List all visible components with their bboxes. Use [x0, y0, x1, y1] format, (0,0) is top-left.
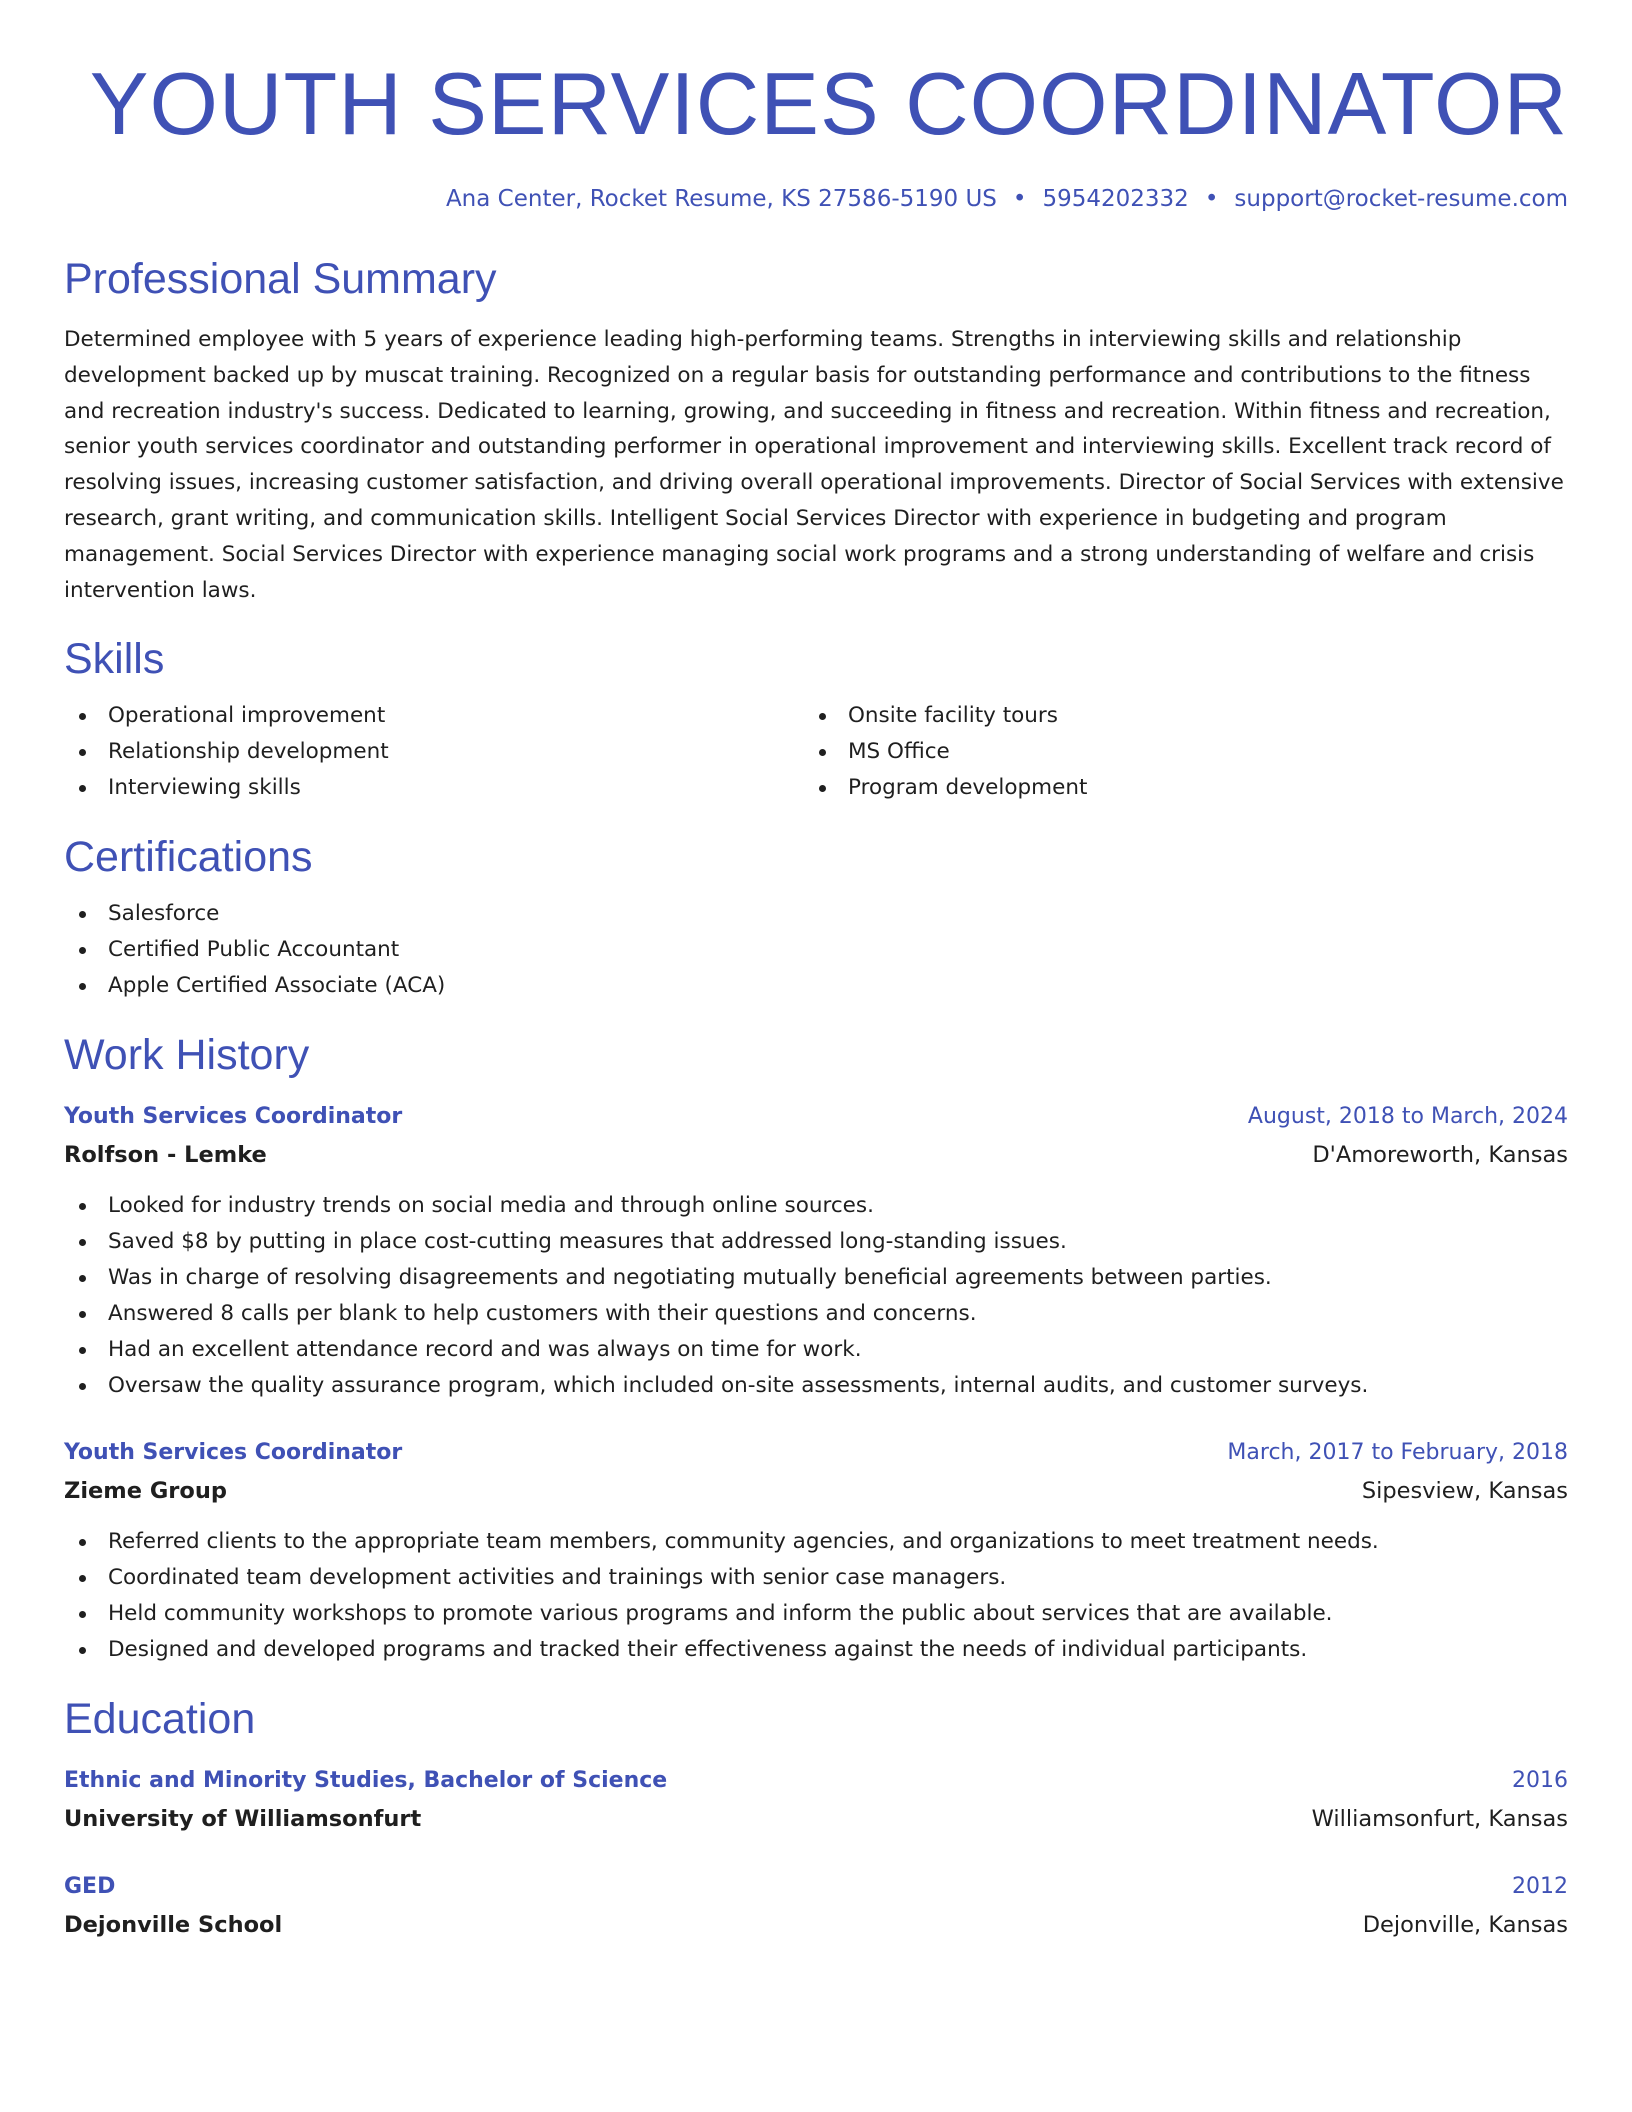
job-location: Sipesview, Kansas — [1361, 1478, 1568, 1505]
job-bullets — [64, 1524, 1568, 1668]
job-header-row — [64, 1434, 1568, 1472]
work-history-heading: Work History — [64, 1031, 310, 1080]
education-year: 2016 — [1512, 1768, 1568, 1794]
job-company-row — [64, 1136, 1568, 1174]
education-location: Dejonville, Kansas — [1362, 1912, 1568, 1939]
skills-heading: Skills — [64, 635, 165, 684]
job-header-row — [64, 1098, 1568, 1136]
skill-item: MS Office — [804, 734, 1544, 770]
job-dates: August, 2018 to March, 2024 — [1247, 1104, 1568, 1130]
contact-line — [64, 182, 1568, 216]
summary-text: Determined employee with 5 years of experience leading high-performing teams. Strengths in interviewing skills and relationship development backed up by muscat training. Recognized on a regular basis for outstanding performance and contributions to the fitness and recreation industry's success. Dedicated to learning, growing, and succeeding in fitness and recreation. Within fitness and recreation, senior youth services coordinator and outstanding performer in operational improvement and interviewing skills. Excellent track record of resolving issues, increasing customer satisfaction, and driving overall operational improvements. Director of Social Services with extensive research, grant writing, and communication skills. Intelligent Social Services Director with experience in budgeting and program management. Social Services Director with experience managing social work programs and a strong understanding of welfare and crisis intervention laws. — [64, 327, 1564, 603]
certification-item: Certified Public Accountant — [64, 932, 1568, 968]
job-bullet: Coordinated team development activities and trainings with senior case managers. — [64, 1560, 1568, 1596]
contact-phone: 5954202332 — [1042, 186, 1189, 212]
skill-item: Operational improvement — [64, 698, 804, 734]
contact-address: Ana Center, Rocket Resume, KS 27586-5190 US — [445, 186, 997, 212]
education-header-row — [64, 1762, 1568, 1800]
job-bullet: Looked for industry trends on social media and through online sources. — [64, 1188, 1568, 1224]
skills-section — [64, 632, 1568, 806]
contact-separator: • — [1204, 186, 1219, 212]
education-heading: Education — [64, 1695, 256, 1744]
education-section — [64, 1692, 1568, 1944]
job-bullet: Referred clients to the appropriate team members, community agencies, and organizations to meet treatment needs. — [64, 1524, 1568, 1560]
job-location: D'Amoreworth, Kansas — [1312, 1142, 1568, 1169]
education-header-row — [64, 1868, 1568, 1906]
skills-list-right — [804, 698, 1544, 806]
skill-item: Onsite facility tours — [804, 698, 1544, 734]
job-bullet: Was in charge of resolving disagreements and negotiating mutually beneficial agreements between parties. — [64, 1260, 1568, 1296]
job-bullet: Answered 8 calls per blank to help customers with their questions and concerns. — [64, 1296, 1568, 1332]
job-company: Zieme Group — [64, 1478, 227, 1505]
education-school: Dejonville School — [64, 1912, 283, 1939]
education-degree: GED — [64, 1874, 116, 1900]
job-bullet: Oversaw the quality assurance program, which included on-site assessments, internal audits, and customer surveys. — [64, 1368, 1568, 1404]
job-bullet: Held community workshops to promote various programs and inform the public about services that are available. — [64, 1596, 1568, 1632]
job-bullet: Designed and developed programs and tracked their effectiveness against the needs of individual participants. — [64, 1632, 1568, 1668]
education-school-row — [64, 1800, 1568, 1838]
job-bullet: Saved $8 by putting in place cost-cutting measures that addressed long-standing issues. — [64, 1224, 1568, 1260]
summary-heading: Professional Summary — [64, 255, 497, 303]
skill-item: Relationship development — [64, 734, 804, 770]
education-entry — [64, 1868, 1568, 1944]
job-company-row — [64, 1472, 1568, 1510]
job-company: Rolfson - Lemke — [64, 1142, 267, 1169]
job-bullet: Had an excellent attendance record and was always on time for work. — [64, 1332, 1568, 1368]
education-degree: Ethnic and Minority Studies, Bachelor of Science — [64, 1768, 668, 1794]
education-location: Williamsonfurt, Kansas — [1311, 1806, 1568, 1833]
skills-list-left — [64, 698, 804, 806]
certifications-list — [64, 896, 1568, 1004]
job-entry — [64, 1098, 1568, 1404]
skill-item: Program development — [804, 770, 1544, 806]
resume-title: YOUTH SERVICES COORDINATOR — [89, 54, 1568, 153]
summary-section — [64, 252, 1568, 608]
education-entry — [64, 1762, 1568, 1838]
job-title: Youth Services Coordinator — [64, 1440, 403, 1466]
job-dates: March, 2017 to February, 2018 — [1227, 1440, 1568, 1466]
certification-item: Salesforce — [64, 896, 1568, 932]
certifications-heading: Certifications — [64, 833, 313, 882]
job-title: Youth Services Coordinator — [64, 1104, 403, 1130]
certifications-section — [64, 830, 1568, 1004]
education-school-row — [64, 1906, 1568, 1944]
education-year: 2012 — [1512, 1874, 1568, 1900]
skills-columns — [64, 686, 1568, 806]
contact-separator: • — [1012, 186, 1027, 212]
education-school: University of Williamsonfurt — [64, 1806, 422, 1833]
skill-item: Interviewing skills — [64, 770, 804, 806]
job-entry — [64, 1434, 1568, 1668]
work-history-section — [64, 1028, 1568, 1668]
job-bullets — [64, 1188, 1568, 1404]
certification-item: Apple Certified Associate (ACA) — [64, 968, 1568, 1004]
contact-email: support@rocket-resume.com — [1234, 186, 1568, 212]
